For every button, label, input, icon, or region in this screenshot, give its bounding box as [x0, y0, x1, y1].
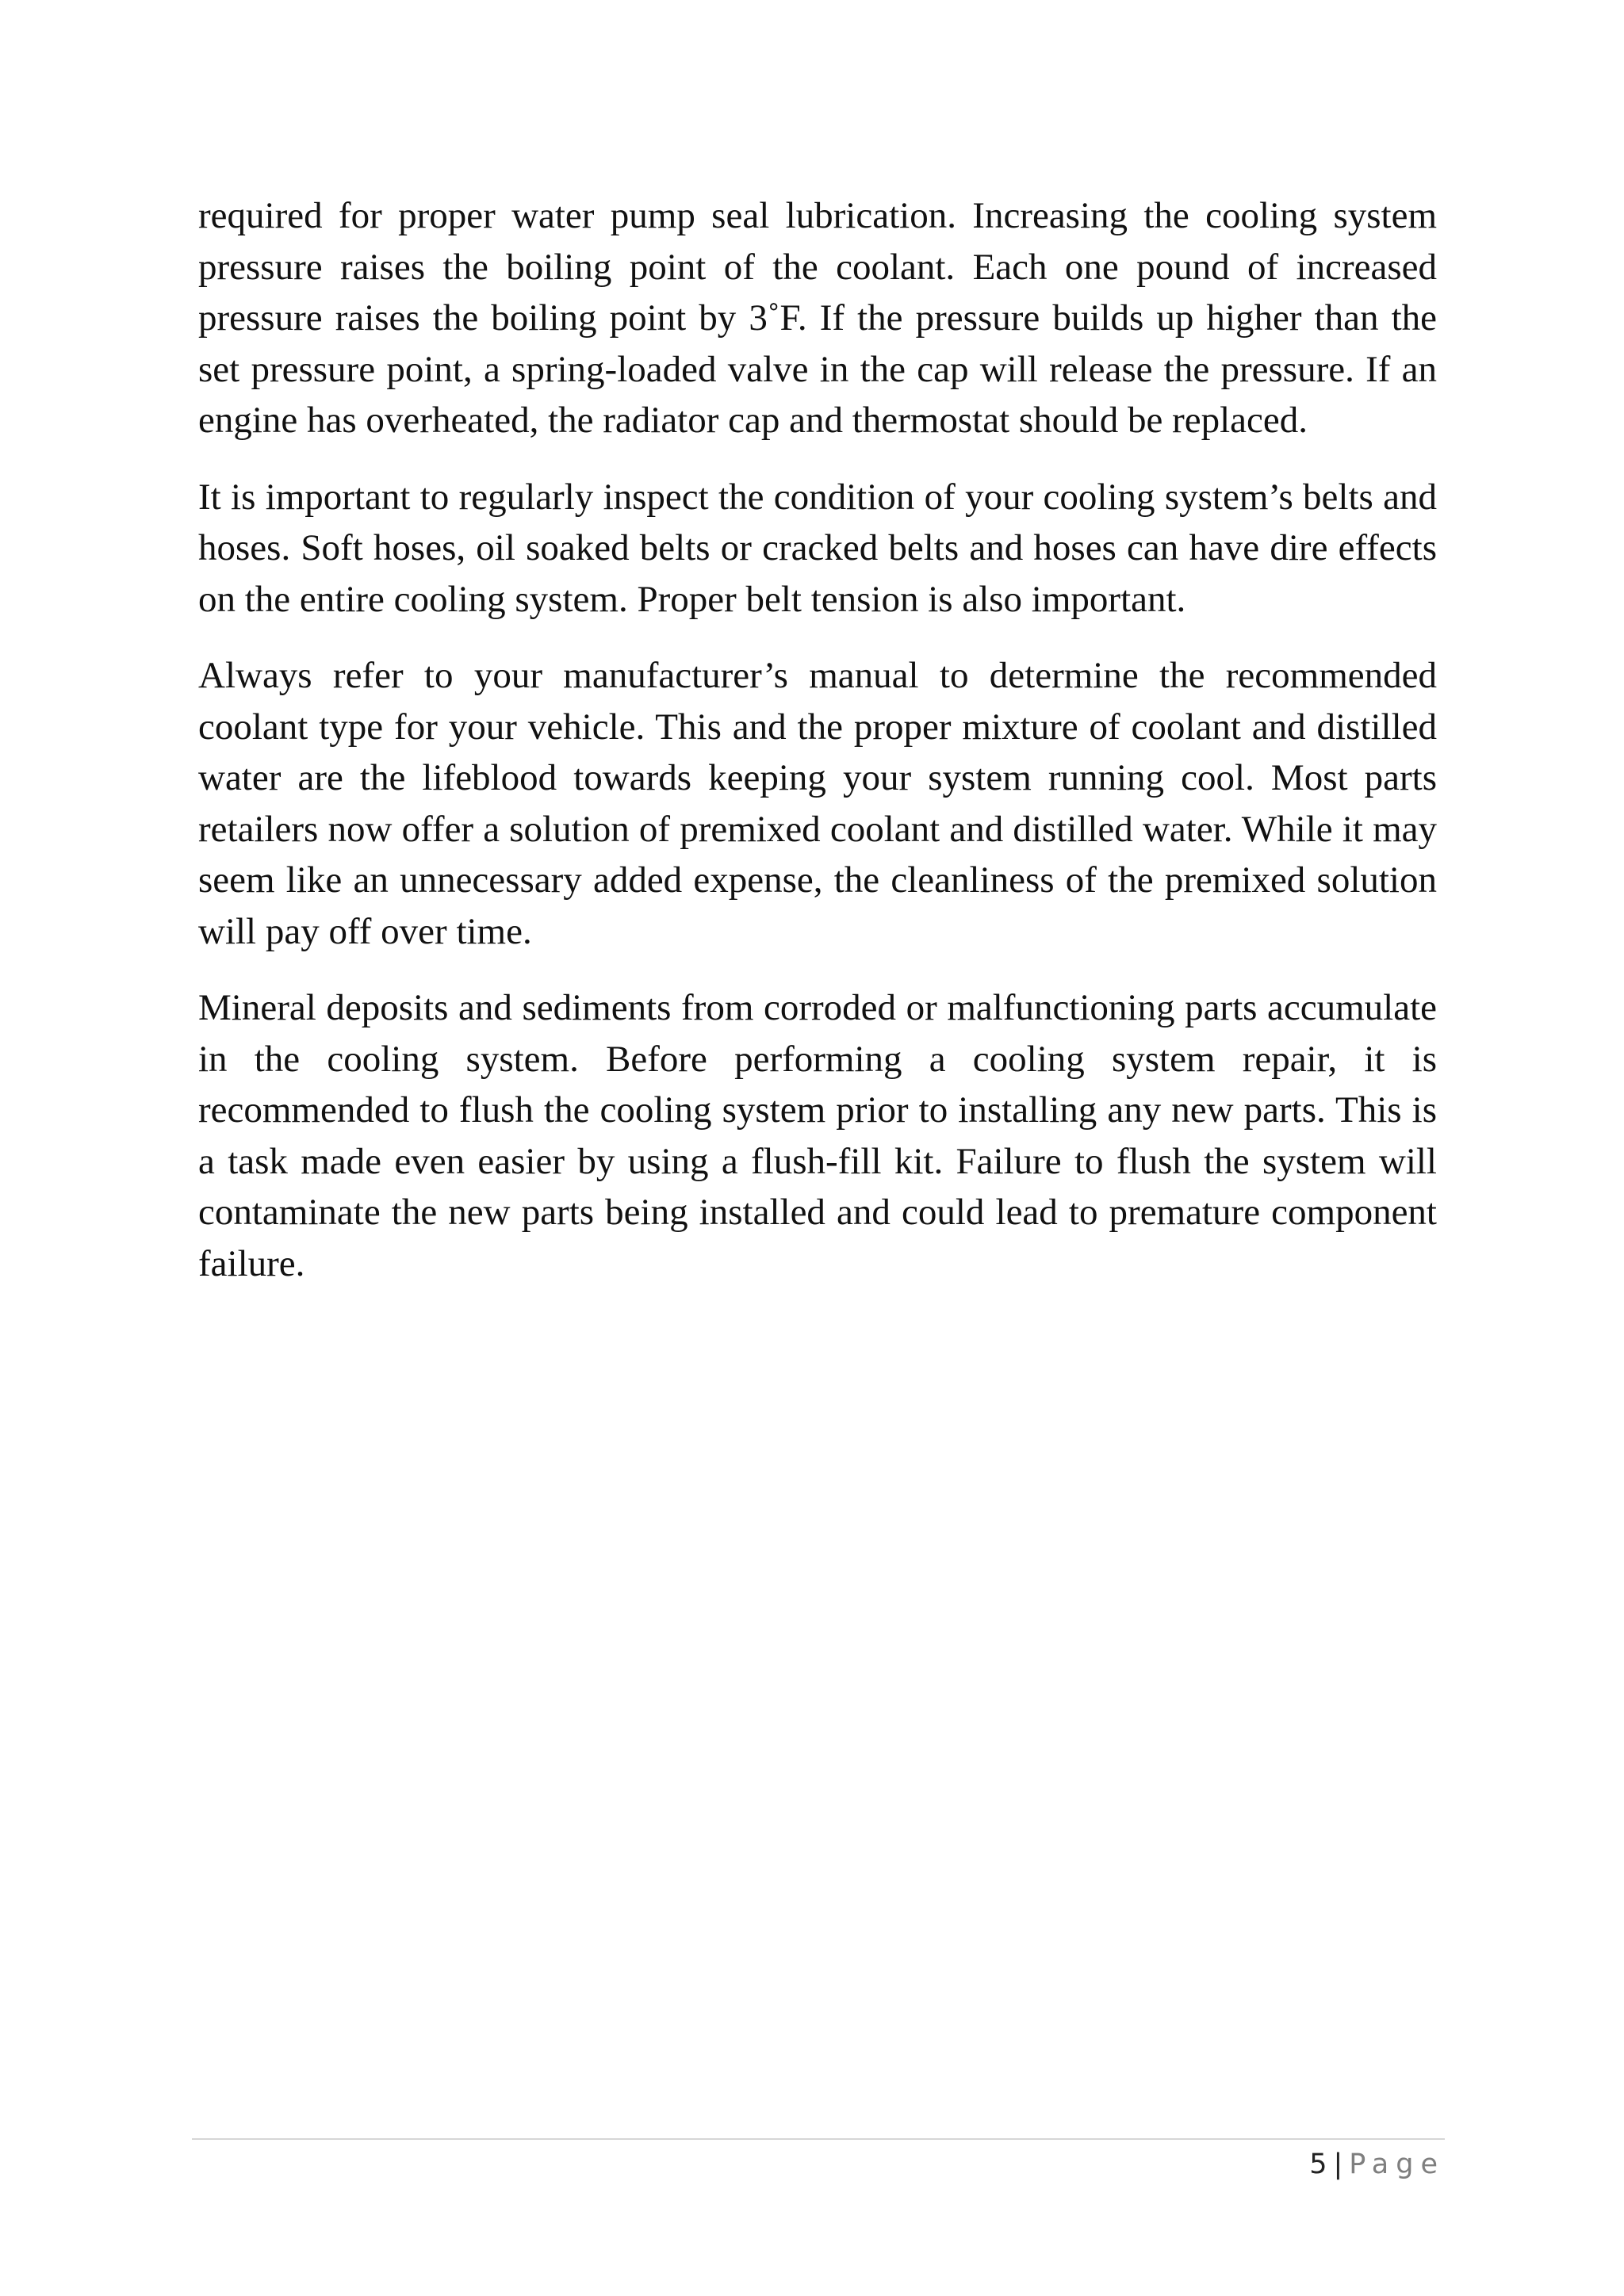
page-label: Page [1349, 2149, 1445, 2180]
page-number: 5 [1309, 2149, 1327, 2180]
body-text [198, 190, 1437, 1314]
paragraph-radiator-cap-pressure: required for proper water pump seal lubrication. Increasing the cooling system pressure raises the boiling point of the coolant. Each one pound of increased pressure raises the boiling point by 3˚F. If the pressure builds up higher than the set pressure point, a spring-loaded valve in the cap will release the pressure. If an engine has overheated, the radiator cap and thermostat should be replaced. [198, 195, 1437, 441]
page-footer [1309, 2142, 1445, 2187]
paragraph-coolant-type: Always refer to your manufacturer’s manual to determine the recommended coolant type for your vehicle. This and the proper mixture of coolant and distilled water are the lifeblood towards keeping your system running cool. Most parts retailers now offer a solution of premixed coolant and distilled water. While it may seem like an unnecessary added expense, the cleanliness of the premixed solution will pay off over time. [198, 655, 1437, 952]
paragraph-belts-and-hoses: It is important to regularly inspect the condition of your cooling system’s belts and hoses. Soft hoses, oil soaked belts or cracked belts and hoses can have dire effects on the entire cooling system. Proper belt tension is also important. [198, 476, 1437, 620]
footer-divider [192, 2138, 1445, 2140]
paragraph-flush-system: Mineral deposits and sediments from corroded or malfunctioning parts accumulate in the cooling system. Before performing a cooling system repair, it is recommended to flush the cooling system prior to installing any new parts. This is a task made even easier by using a flush-fill kit. Failure to flush the system will contaminate the new parts being installed and could lead to premature component failure. [198, 987, 1437, 1284]
page-separator: | [1333, 2149, 1343, 2180]
